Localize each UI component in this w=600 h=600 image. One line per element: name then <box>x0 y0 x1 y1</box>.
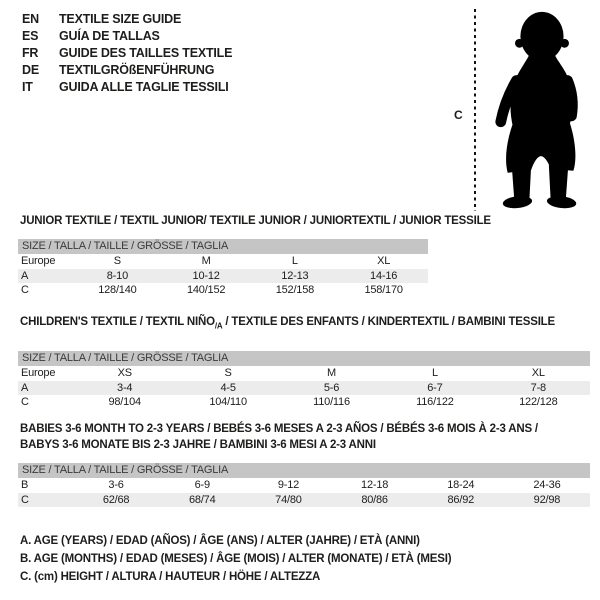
table-cell: 92/98 <box>533 493 561 506</box>
language-row-it <box>22 79 232 96</box>
table-cell: 98/104 <box>108 396 141 408</box>
column-header: XS <box>117 367 132 379</box>
column-header: M <box>201 255 211 267</box>
row-label: C <box>21 493 29 506</box>
note-age-months: B. AGE (MONTHS) / EDAD (MESES) / ÂGE (MOIS) / ALTER (MONATE) / ETÀ (MESI) <box>20 553 452 565</box>
column-header: L <box>291 255 298 267</box>
row-label: C <box>21 284 29 296</box>
table-cell: 6-9 <box>194 479 210 491</box>
table-cell: 14-16 <box>370 269 398 282</box>
language-code: ES <box>22 29 39 43</box>
row-label: B <box>21 479 29 491</box>
language-code: EN <box>22 12 39 26</box>
table-cell: 158/170 <box>364 284 403 296</box>
table-cell: 128/140 <box>98 284 137 296</box>
babies-size-header-bar: SIZE / TALLA / TAILLE / GRÖSSE / TAGLIA <box>18 463 590 478</box>
table-row-height <box>18 493 590 508</box>
table-cell: 6-7 <box>427 381 443 394</box>
table-row-height <box>18 395 590 410</box>
language-label: GUÍA DE TALLAS <box>59 29 160 43</box>
table-cell: 104/110 <box>209 396 247 408</box>
table-cell: 3-6 <box>108 479 124 491</box>
column-header: L <box>431 367 438 379</box>
table-cell: 12-13 <box>281 269 309 282</box>
column-header: S <box>113 255 121 267</box>
junior-columns-row <box>18 254 428 269</box>
language-label: TEXTILE SIZE GUIDE <box>59 12 182 26</box>
table-row-age <box>18 269 428 284</box>
region-label: Europe <box>21 255 56 267</box>
language-row-fr <box>22 45 232 62</box>
row-label: A <box>21 269 29 282</box>
height-figure <box>440 0 600 218</box>
babies-section-title-line2: BABYS 3-6 MONATE BIS 2-3 JAHRE / BAMBINI 3-6 MESI A 2-3 ANNI <box>20 439 376 451</box>
children-section-title <box>20 316 555 330</box>
table-cell: 12-18 <box>361 479 389 491</box>
table-cell: 9-12 <box>277 479 300 491</box>
table-row-height <box>18 283 428 298</box>
table-row-age <box>18 381 590 396</box>
baby-silhouette-icon <box>482 6 600 212</box>
table-cell: 3-4 <box>117 381 133 394</box>
region-label: Europe <box>21 367 56 379</box>
table-row-months <box>18 478 590 493</box>
babies-section-title-line1: BABIES 3-6 MONTH TO 2-3 YEARS / BEBÉS 3-6 MESES A 2-3 AÑOS / BÉBÉS 3-6 MOIS À 2-3 ANS / <box>20 423 538 435</box>
column-header: S <box>224 367 232 379</box>
language-header <box>22 11 232 96</box>
language-label: GUIDA ALLE TAGLIE TESSILI <box>59 80 229 94</box>
table-cell: 152/158 <box>275 284 315 296</box>
children-columns-row <box>18 366 590 381</box>
table-cell: 24-36 <box>533 479 561 491</box>
legend-notes <box>20 532 451 586</box>
table-cell: 86/92 <box>447 493 475 506</box>
height-dashed-line <box>474 9 476 211</box>
table-cell: 7-8 <box>530 381 546 394</box>
row-label: A <box>21 381 29 394</box>
table-cell: 122/128 <box>519 396 558 408</box>
table-cell: 68/74 <box>188 493 216 506</box>
language-label: GUIDE DES TAILLES TEXTILE <box>59 46 233 60</box>
children-title-sub: /A <box>214 321 223 331</box>
column-header: XL <box>377 255 391 267</box>
junior-size-header-bar: SIZE / TALLA / TAILLE / GRÖSSE / TAGLIA <box>18 239 428 254</box>
language-code: FR <box>22 46 39 60</box>
row-label: C <box>21 396 29 408</box>
note-height-cm: C. (cm) HEIGHT / ALTURA / HAUTEUR / HÖHE / ALTEZZA <box>20 571 321 583</box>
table-cell: 10-12 <box>192 269 220 282</box>
children-table <box>18 351 590 410</box>
table-cell: 5-6 <box>323 381 340 394</box>
junior-table <box>18 239 428 298</box>
language-label: TEXTILGRÖßENFÜHRUNG <box>59 63 215 77</box>
language-row-en <box>22 11 232 28</box>
children-title-suffix: / TEXTILE DES ENFANTS / KINDERTEXTIL / BAMBINI TESSILE <box>222 316 555 328</box>
table-cell: 8-10 <box>106 269 128 282</box>
language-code: DE <box>22 63 39 77</box>
table-cell: 4-5 <box>220 381 236 394</box>
column-header: XL <box>531 367 545 379</box>
table-cell: 116/122 <box>416 396 454 408</box>
language-code: IT <box>22 80 33 94</box>
table-cell: 74/80 <box>275 493 302 506</box>
language-row-es <box>22 28 232 45</box>
children-title-prefix: CHILDREN'S TEXTILE / TEXTIL NIÑO <box>20 316 215 328</box>
children-size-header-bar: SIZE / TALLA / TAILLE / GRÖSSE / TAGLIA <box>18 351 590 366</box>
table-cell: 140/152 <box>186 284 226 296</box>
note-age-years: A. AGE (YEARS) / EDAD (AÑOS) / ÂGE (ANS) / ALTER (JAHRE) / ETÀ (ANNI) <box>20 535 420 547</box>
junior-section-title: JUNIOR TEXTILE / TEXTIL JUNIOR/ TEXTILE JUNIOR / JUNIORTEXTIL / JUNIOR TESSILE <box>20 215 491 227</box>
column-header: M <box>327 367 336 379</box>
table-cell: 110/116 <box>313 396 350 408</box>
table-cell: 80/86 <box>361 493 388 506</box>
language-row-de <box>22 62 232 79</box>
height-marker-label: C <box>454 108 463 122</box>
table-cell: 18-24 <box>447 479 475 491</box>
babies-table <box>18 463 590 507</box>
table-cell: 62/68 <box>102 493 130 506</box>
